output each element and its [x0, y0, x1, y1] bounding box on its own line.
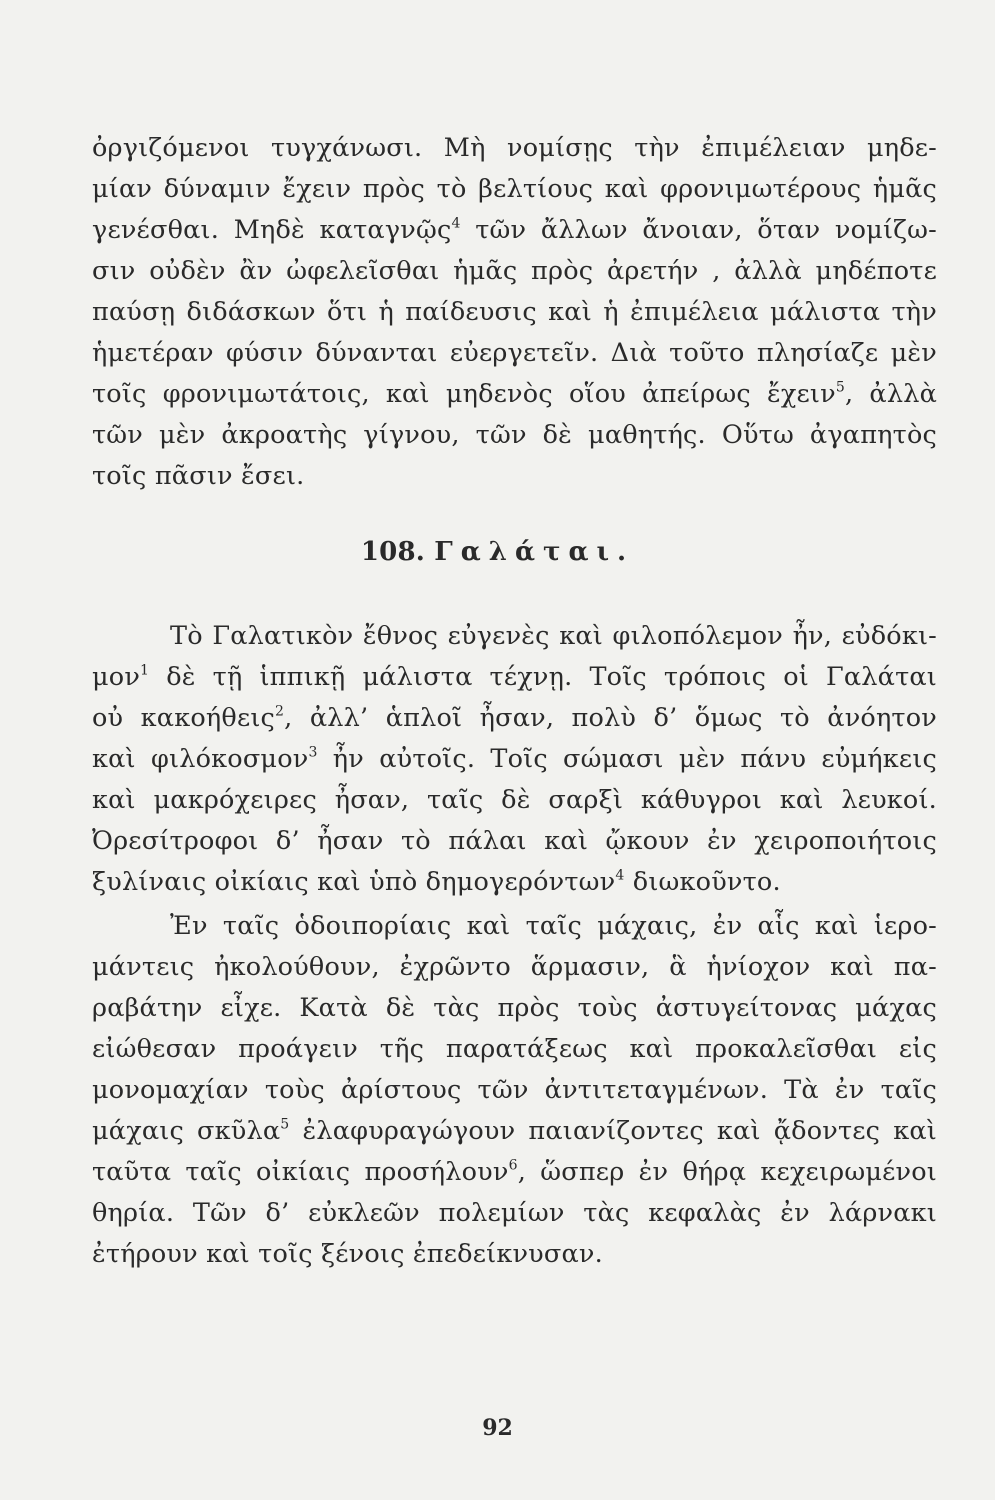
- text-line: γενέσθαι. Μηδὲ καταγνῷς$^4$ τῶν ἄλλων ἄνοιαν, ὅταν νομίζω-: [92, 215, 937, 245]
- text-line: ἡμετέραν φύσιν δύνανται εὐεργετεῖν. Διὰ τοῦτο πλησίαζε μὲν: [92, 338, 937, 368]
- text-line: ραβάτην εἶχε. Κατὰ δὲ τὰς πρὸς τοὺς ἀστυγείτονας μάχας: [92, 993, 937, 1023]
- text-line: μάχαις σκῦλα$^5$ ἐλαφυραγώγουν παιανίζοντες καὶ ᾄδοντες καὶ: [92, 1116, 937, 1146]
- text-line: καὶ φιλόκοσμον$^3$ ἦν αὐτοῖς. Τοῖς σώμασι μὲν πάνυ εὐμήκεις: [92, 744, 937, 774]
- text-line: ὀργιζόμενοι τυγχάνωσι. Μὴ νομίσῃς τὴν ἐπιμέλειαν μηδε-: [92, 133, 937, 163]
- section-number: 108.: [360, 537, 425, 567]
- footnote-marker: 4: [615, 867, 625, 884]
- text-line: ξυλίναις οἰκίαις καὶ ὑπὸ δημογερόντων$^4$ διωκοῦντο.: [92, 867, 781, 897]
- footnote-marker: 4: [451, 215, 461, 232]
- text-line: μάντεις ἠκολούθουν, ἐχρῶντο ἅρμασιν, ἃ ἡνίοχον καὶ πα-: [92, 952, 937, 982]
- text-line: ἐτήρουν καὶ τοῖς ξένοις ἐπεδείκνυσαν.: [92, 1239, 603, 1269]
- text-line: τῶν μὲν ἀκροατὴς γίγνου, τῶν δὲ μαθητής. Οὕτω ἀγαπητὸς: [92, 420, 937, 450]
- text-line: σιν οὐδὲν ἂν ὠφελεῖσθαι ἡμᾶς πρὸς ἀρετήν , ἀλλὰ μηδέποτε: [92, 256, 937, 286]
- text-line: οὐ κακοήθεις$^2$, ἀλλ’ ἁπλοῖ ἦσαν, πολὺ δ’ ὅμως τὸ ἀνόητον: [92, 703, 937, 733]
- text-line: μίαν δύναμιν ἔχειν πρὸς τὸ βελτίους καὶ φρονιμωτέρους ἡμᾶς: [92, 174, 937, 204]
- text-line: τοῖς πᾶσιν ἔσει.: [92, 461, 305, 491]
- text-line: Ὀρεσίτροφοι δ’ ἦσαν τὸ πάλαι καὶ ᾤκουν ἐν χειροποιήτοις: [92, 826, 937, 856]
- footnote-marker: 1: [140, 662, 150, 679]
- text-line: παύσῃ διδάσκων ὅτι ἡ παίδευσις καὶ ἡ ἐπιμέλεια μάλιστα τὴν: [92, 297, 937, 327]
- text-line: μον$^1$ δὲ τῇ ἱππικῇ μάλιστα τέχνῃ. Τοῖς τρόποις οἱ Γαλάται: [92, 662, 937, 692]
- text-line: μονομαχίαν τοὺς ἀρίστους τῶν ἀντιτεταγμένων. Τὰ ἐν ταῖς: [92, 1075, 937, 1105]
- footnote-marker: 2: [275, 703, 285, 720]
- text-line: Τὸ Γαλατικὸν ἔθνος εὐγενὲς καὶ φιλοπόλεμον ἦν, εὐδόκι-: [170, 621, 937, 651]
- text-line: θηρία. Τῶν δ’ εὐκλεῶν πολεμίων τὰς κεφαλὰς ἐν λάρνακι: [92, 1198, 937, 1228]
- footnote-marker: 6: [508, 1157, 518, 1174]
- text-line: καὶ μακρόχειρες ἦσαν, ταῖς δὲ σαρξὶ κάθυγροι καὶ λευκοί.: [92, 785, 937, 815]
- text-line: τοῖς φρονιμωτάτοις, καὶ μηδενὸς οἵου ἀπείρως ἔχειν$^5$, ἀλλὰ: [92, 379, 937, 409]
- page-number: 92: [482, 1415, 513, 1441]
- text-line: Ἐν ταῖς ὁδοιπορίαις καὶ ταῖς μάχαις, ἐν αἷς καὶ ἱερο-: [170, 911, 937, 941]
- text-line: εἰώθεσαν προάγειν τῆς παρατάξεως καὶ προκαλεῖσθαι εἰς: [92, 1034, 937, 1064]
- section-heading: [0, 532, 995, 572]
- footnote-marker: 5: [280, 1116, 290, 1133]
- footnote-marker: 3: [308, 744, 318, 761]
- section-title: Γαλάται.: [434, 537, 635, 567]
- text-line: ταῦτα ταῖς οἰκίαις προσήλουν$^6$, ὥσπερ ἐν θήρᾳ κεχειρωμένοι: [92, 1157, 937, 1187]
- footnote-marker: 5: [835, 379, 845, 396]
